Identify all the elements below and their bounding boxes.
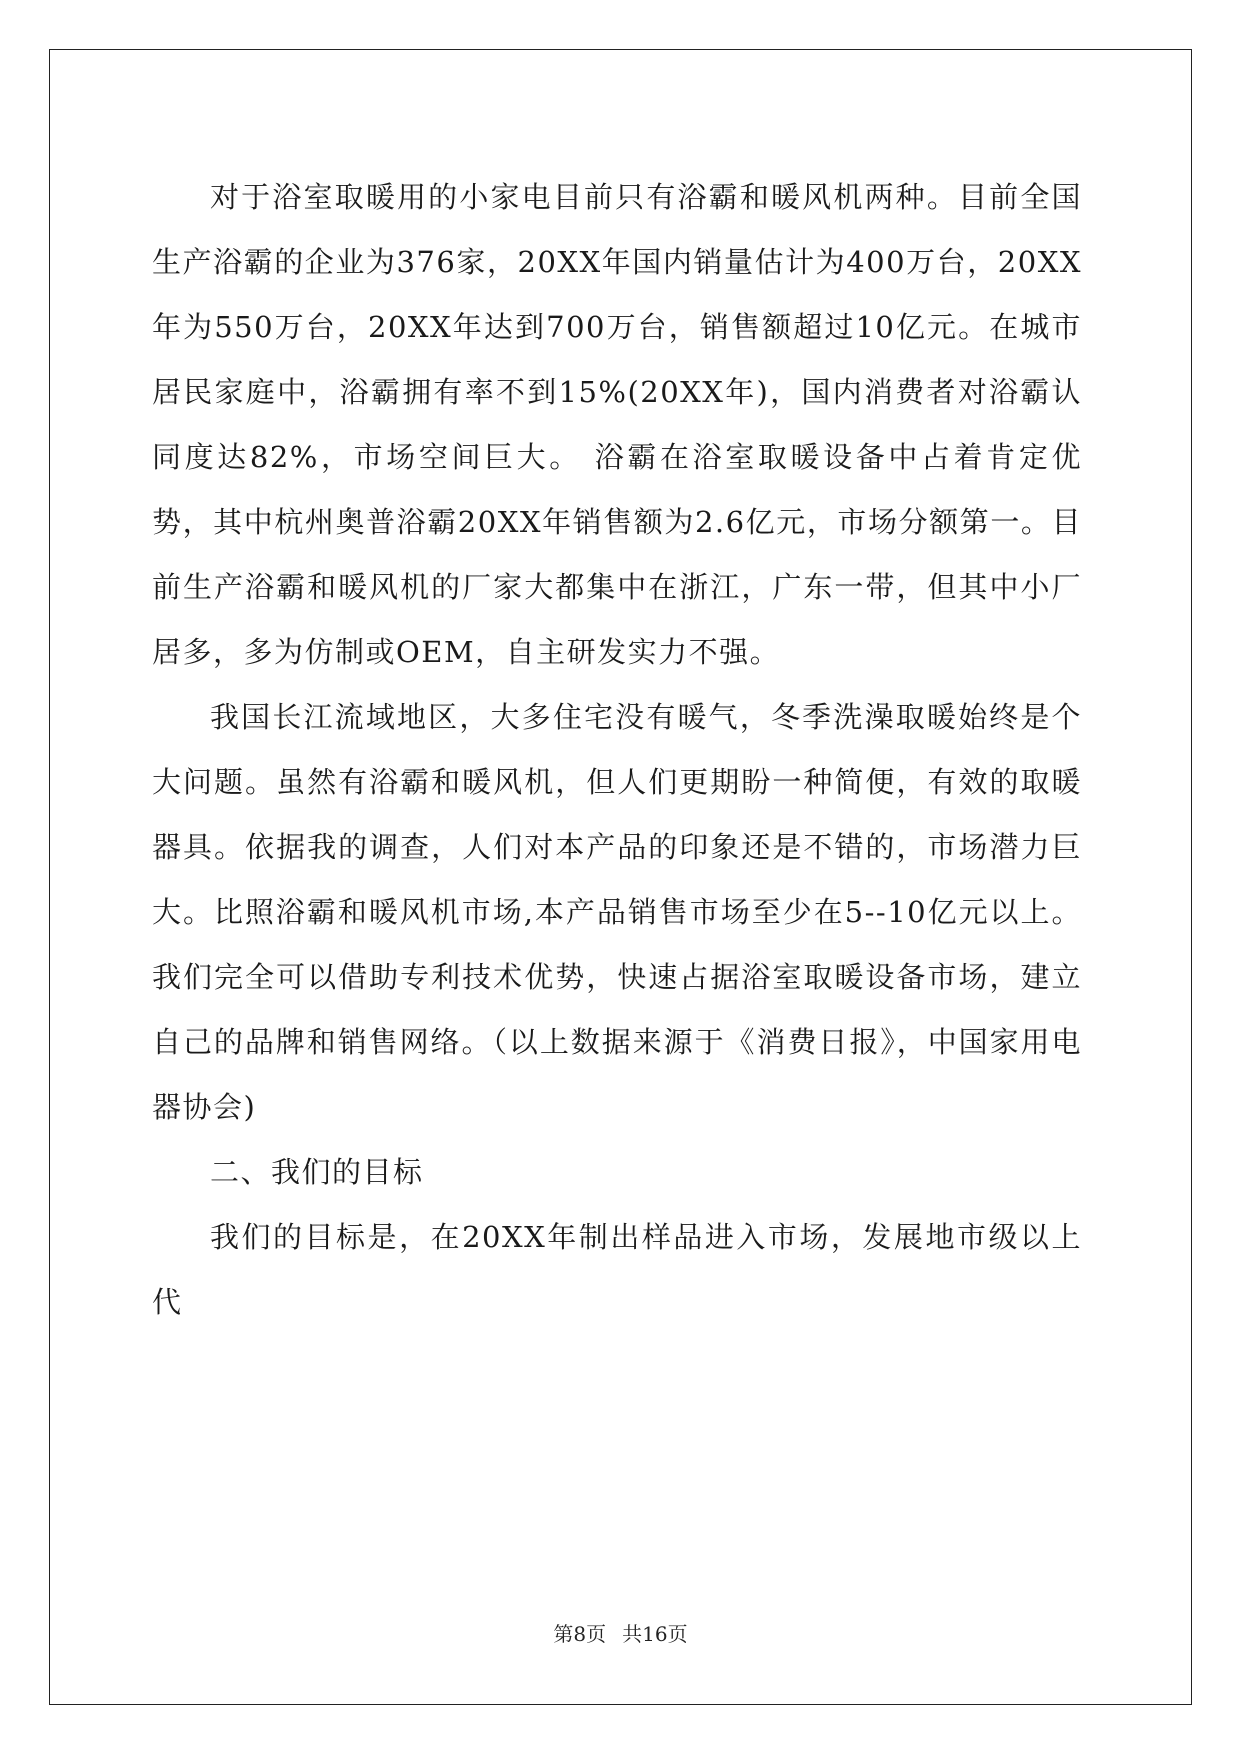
section-heading: 二、我们的目标 (210, 1155, 424, 1189)
paragraph-goals: 我们的目标是，在20XX年制出样品进入市场，发展地市级以上代 (152, 1220, 1082, 1319)
paragraph-market-overview: 对于浴室取暖用的小家电目前只有浴霸和暖风机两种。目前全国生产浴霸的企业为376家，20XX年国内销量估计为400万台，20XX年为550万台，20XX年达到700万台，销售额超过10亿元。在城市居民家庭中，浴霸拥有率不到15%(20XX年)，国内消费者对浴霸认同度达82%，市场空间巨大。 浴霸在浴室取暖设备中占着肯定优势，其中杭州奥普浴霸20XX年销售额为2.6亿元，市场分额第一。目前生产浴霸和暖风机的厂家大都集中在浙江，广东一带，但其中小厂居多，多为仿制或OEM，自主研发实力不强。 (152, 180, 1082, 669)
page-footer (0, 1618, 1241, 1647)
paragraph-market-potential: 我国长江流域地区，大多住宅没有暖气，冬季洗澡取暖始终是个大问题。虽然有浴霸和暖风机，但人们更期盼一种简便，有效的取暖器具。依据我的调查，人们对本产品的印象还是不错的，市场潜力巨大。比照浴霸和暖风机市场,本产品销售市场至少在5--10亿元以上。我们完全可以借助专利技术优势，快速占据浴室取暖设备市场，建立自己的品牌和销售网络。（以上数据来源于《消费日报》，中国家用电器协会) (152, 700, 1082, 1124)
page-total: 共16页 (622, 1622, 688, 1646)
page-number: 第8页 (553, 1622, 607, 1646)
document-body (152, 165, 1082, 1335)
